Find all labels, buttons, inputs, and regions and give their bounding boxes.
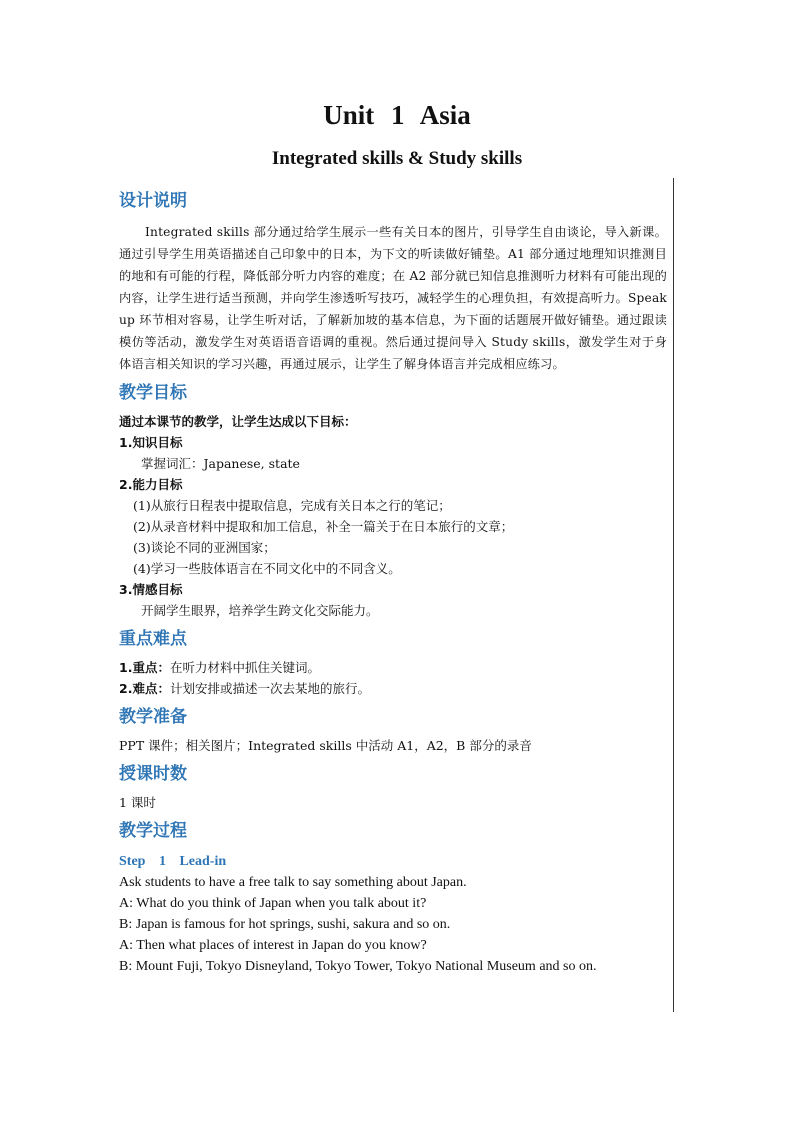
- section-heading-design: 设计说明: [119, 191, 187, 211]
- knowledge-goal-label: 1.知识目标: [119, 435, 183, 450]
- key-point-text: 在听力材料中抓住关键词。: [169, 660, 320, 675]
- ability-goal-item: (2)从录音材料中提取和加工信息，补全一篇关于在日本旅行的文章；: [133, 519, 514, 534]
- emotion-goal-text: 开阔学生眼界，培养学生跨文化交际能力。: [141, 603, 379, 618]
- section-heading-keys: 重点难点: [119, 629, 187, 649]
- section-heading-time: 授课时数: [119, 764, 187, 784]
- emotion-goal-label: 3.情感目标: [119, 582, 183, 597]
- key-point: [119, 657, 667, 678]
- key-point-label: 1.重点：: [119, 660, 170, 675]
- prep-text: PPT 课件；相关图片；Integrated skills 中活动 A1，A2，B 部分的录音: [119, 738, 532, 753]
- section-heading-goals: 教学目标: [119, 383, 187, 403]
- section-heading-prep: 教学准备: [119, 707, 187, 727]
- lesson-subtitle: Integrated skills & Study skills: [271, 148, 523, 169]
- ability-goal-item: (4)学习一些肢体语言在不同文化中的不同含义。: [133, 561, 401, 576]
- difficulty-label: 2.难点：: [119, 681, 170, 696]
- knowledge-goal-text: 掌握词汇：Japanese, state: [141, 456, 300, 471]
- difficulty-text: 计划安排或描述一次去某地的旅行。: [169, 681, 370, 696]
- design-description: Integrated skills 部分通过给学生展示一些有关日本的图片，引导学生自由谈论，导入新课。通过引导学生用英语描述自己印象中的日本，为下文的听读做好铺垫。A1 部分通过地理知识推测目的地和有可能的行程，降低部分听力内容的难度；在 A2 部分就已知信息推测听力材料有可能出现的内容，让学生进行适当预测，并向学生渗透听写技巧，减轻学生的心理负担，有效提高听力。Speak up 环节相对容易，让学生听对话，了解新加坡的基本信息，为下面的话题展开做好铺垫。通过跟读模仿等活动，激发学生对英语语音语调的重视。然后通过提问导入 Study skills，激发学生对于身体语言相关知识的学习兴趣，再通过展示，让学生了解身体语言并完成相应练习。: [119, 225, 667, 371]
- process-line: A: What do you think of Japan when you talk about it?: [119, 896, 427, 911]
- ability-goal-item: (3)谈论不同的亚洲国家；: [133, 540, 276, 555]
- goals-intro: 通过本课节的教学，让学生达成以下目标：: [119, 414, 357, 429]
- section-heading-process: 教学过程: [119, 821, 187, 841]
- unit-title: Unit 1 Asia: [323, 100, 471, 130]
- difficulty-point: [119, 678, 667, 699]
- step1-title: Step 1 Lead-in: [119, 854, 227, 869]
- process-line: B: Japan is famous for hot springs, sushi, sakura and so on.: [119, 917, 451, 932]
- ability-goal-label: 2.能力目标: [119, 477, 183, 492]
- content-body: [119, 184, 667, 977]
- process-line: Ask students to have a free talk to say something about Japan.: [119, 875, 467, 890]
- process-line: A: Then what places of interest in Japan do you know?: [119, 938, 427, 953]
- vertical-rule: [673, 178, 674, 1012]
- time-text: 1 课时: [119, 795, 156, 810]
- ability-goal-item: (1)从旅行日程表中提取信息，完成有关日本之行的笔记；: [133, 498, 451, 513]
- process-line: B: Mount Fuji, Tokyo Disneyland, Tokyo Tower, Tokyo National Museum and so on.: [119, 959, 597, 974]
